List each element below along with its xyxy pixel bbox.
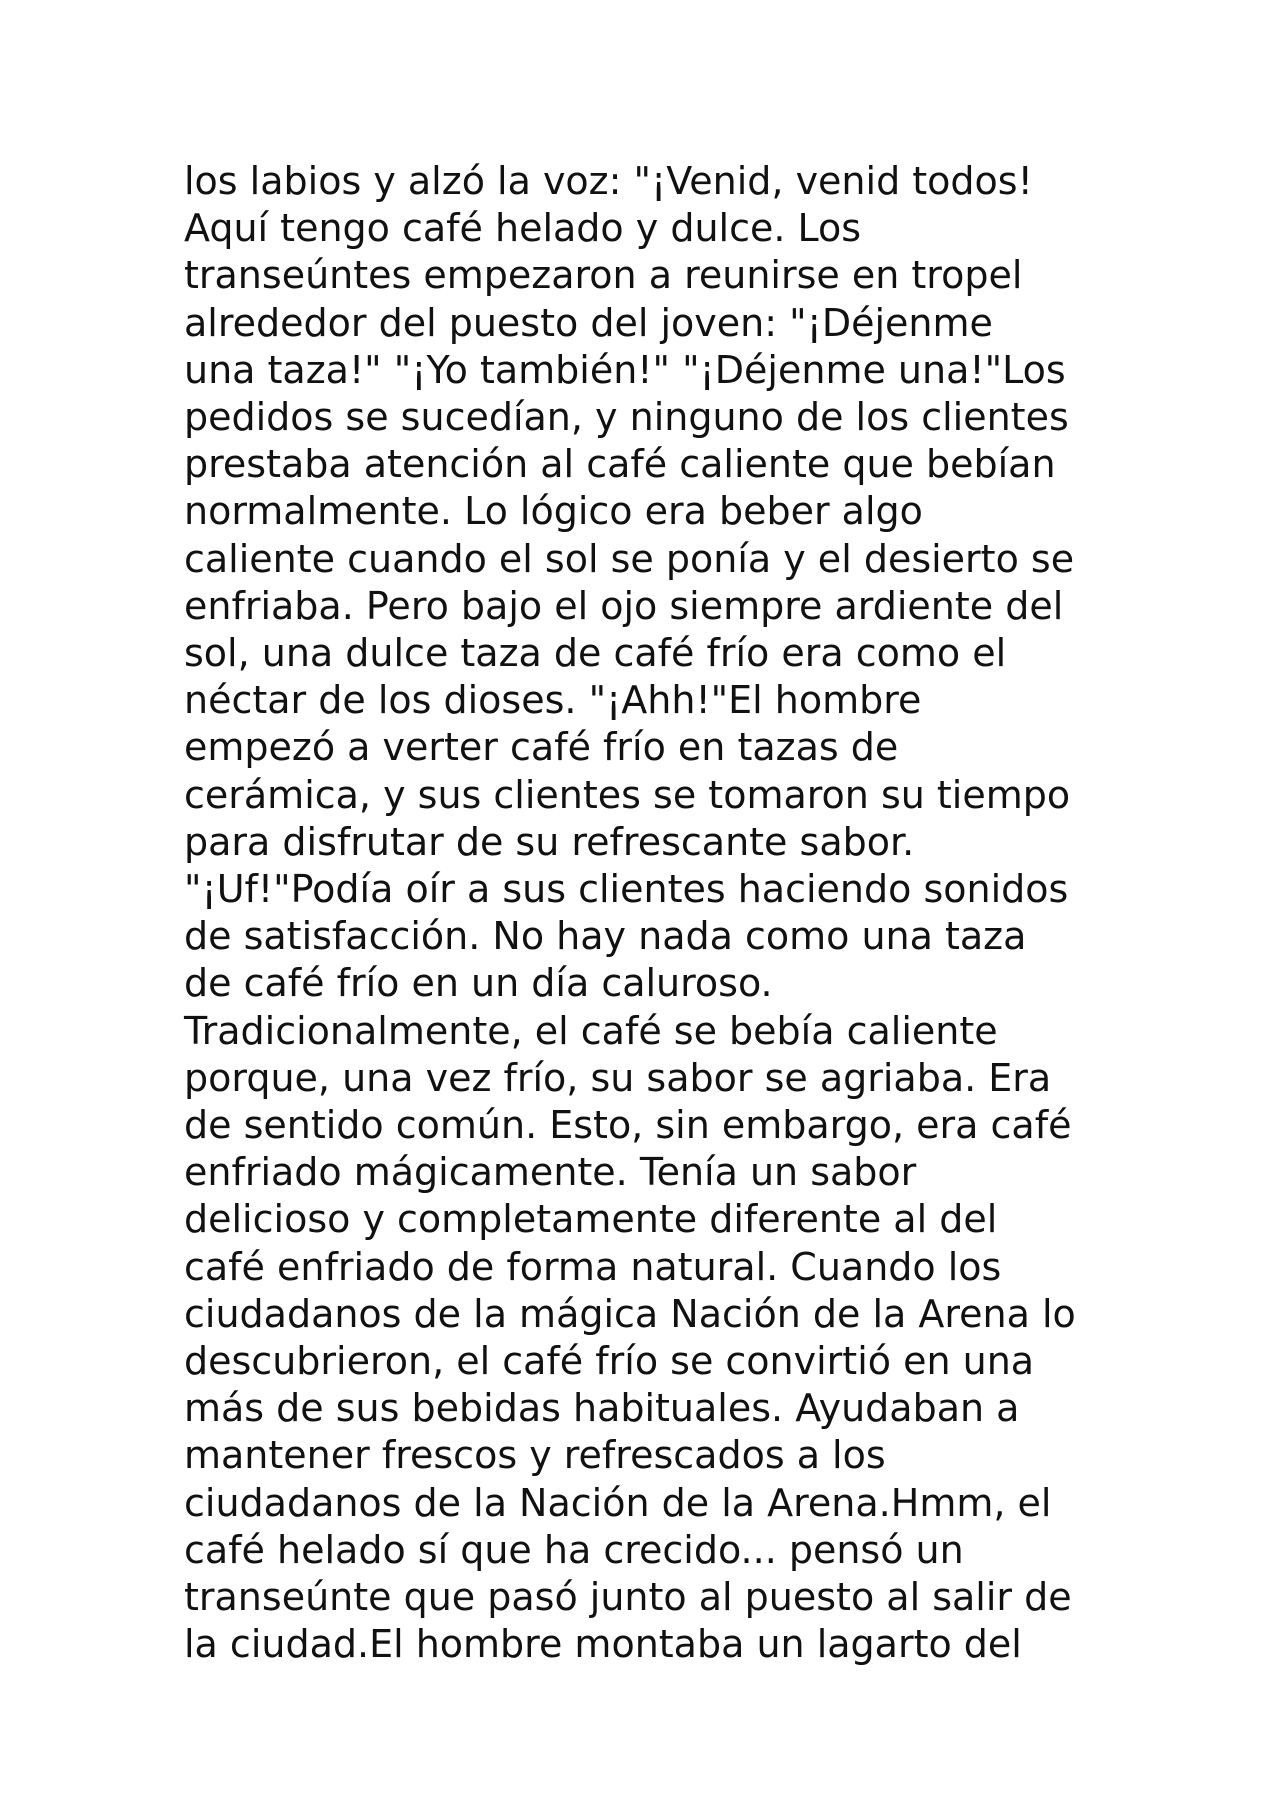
text-line: Aquí tengo café helado y dulce. Los <box>184 206 862 251</box>
text-line: normalmente. Lo lógico era beber algo <box>184 489 923 534</box>
text-line: porque, una vez frío, su sabor se agriaba. Era <box>184 1055 1052 1100</box>
text-line: ciudadanos de la Nación de la Arena.Hmm, el <box>184 1480 1052 1525</box>
text-line: mantener frescos y refrescados a los <box>184 1433 886 1478</box>
text-line: la ciudad.El hombre montaba un lagarto del <box>184 1622 1022 1667</box>
text-line: empezó a verter café frío en tazas de <box>184 725 899 770</box>
text-line: Tradicionalmente, el café se bebía caliente <box>184 1008 998 1053</box>
text-line: caliente cuando el sol se ponía y el desierto se <box>184 536 1075 581</box>
text-line: alrededor del puesto del joven: "¡Déjenme <box>184 300 993 345</box>
text-line: néctar de los dioses. "¡Ahh!"El hombre <box>184 678 922 723</box>
text-line: café helado sí que ha crecido... pensó un <box>184 1527 964 1572</box>
text-line: delicioso y completamente diferente al del <box>184 1197 998 1242</box>
text-line: sol, una dulce taza de café frío era como el <box>184 631 1007 676</box>
text-line: café enfriado de forma natural. Cuando los <box>184 1244 1002 1289</box>
text-line: enfriado mágicamente. Tenía un sabor <box>184 1150 917 1195</box>
text-line: los labios y alzó la voz: "¡Venid, venid todos! <box>184 159 1033 203</box>
text-line: cerámica, y sus clientes se tomaron su tiempo <box>184 772 1071 817</box>
text-line: "¡Uf!"Podía oír a sus clientes haciendo sonidos <box>184 867 1069 912</box>
text-line: enfriaba. Pero bajo el ojo siempre ardiente del <box>184 583 1064 628</box>
text-line: de café frío en un día caluroso. <box>184 961 773 1006</box>
text-line: de satisfacción. No hay nada como una taza <box>184 914 1027 959</box>
text-line: transeúnte que pasó junto al puesto al salir de <box>184 1575 1072 1620</box>
text-line: más de sus bebidas habituales. Ayudaban a <box>184 1386 1020 1431</box>
text-line: ciudadanos de la mágica Nación de la Arena lo <box>184 1291 1076 1336</box>
text-line: una taza!" "¡Yo también!" "¡Déjenme una!"Los <box>184 347 1066 392</box>
text-line: descubrieron, el café frío se convirtió en una <box>184 1339 1035 1384</box>
text-line: prestaba atención al café caliente que bebían <box>184 442 1056 487</box>
text-line: para disfrutar de su refrescante sabor. <box>184 819 915 864</box>
text-line: de sentido común. Esto, sin embargo, era café <box>184 1103 1072 1148</box>
text-line: transeúntes empezaron a reunirse en tropel <box>184 253 1023 298</box>
body-text <box>184 158 1114 1669</box>
text-line: pedidos se sucedían, y ninguno de los clientes <box>184 395 1069 440</box>
